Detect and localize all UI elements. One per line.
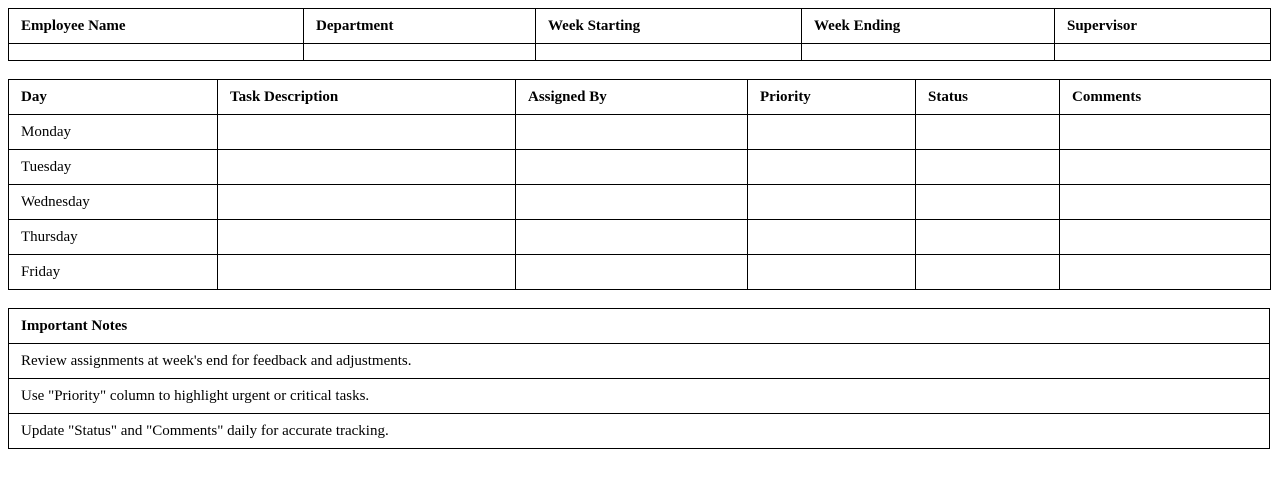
tasks-header-row (9, 80, 1271, 115)
table-row (9, 220, 1271, 255)
task-description-cell[interactable] (218, 115, 516, 150)
comments-cell[interactable] (1060, 220, 1271, 255)
comments-cell[interactable] (1060, 185, 1271, 220)
status-cell[interactable] (916, 115, 1060, 150)
employee-info-table (8, 8, 1271, 61)
employee-info-header-row (9, 9, 1271, 44)
task-description-header: Task Description (218, 80, 516, 115)
employee-info-value-row (9, 44, 1271, 61)
priority-cell[interactable] (748, 150, 916, 185)
task-description-cell[interactable] (218, 255, 516, 290)
status-cell[interactable] (916, 220, 1060, 255)
status-cell[interactable] (916, 150, 1060, 185)
status-cell[interactable] (916, 185, 1060, 220)
employee-name-header: Employee Name (9, 9, 304, 44)
priority-header: Priority (748, 80, 916, 115)
important-notes-table (8, 308, 1270, 449)
table-row (9, 255, 1271, 290)
priority-cell[interactable] (748, 220, 916, 255)
assigned-by-header: Assigned By (516, 80, 748, 115)
comments-header: Comments (1060, 80, 1271, 115)
note-text: Update "Status" and "Comments" daily for accurate tracking. (9, 414, 1270, 449)
day-cell: Thursday (9, 220, 218, 255)
note-text: Use "Priority" column to highlight urgent or critical tasks. (9, 379, 1270, 414)
comments-cell[interactable] (1060, 255, 1271, 290)
task-description-cell[interactable] (218, 220, 516, 255)
employee-name-cell[interactable] (9, 44, 304, 61)
task-description-cell[interactable] (218, 150, 516, 185)
status-header: Status (916, 80, 1060, 115)
priority-cell[interactable] (748, 185, 916, 220)
status-cell[interactable] (916, 255, 1060, 290)
assigned-by-cell[interactable] (516, 115, 748, 150)
list-item (9, 344, 1270, 379)
department-cell[interactable] (304, 44, 536, 61)
list-item (9, 379, 1270, 414)
comments-cell[interactable] (1060, 115, 1271, 150)
day-header: Day (9, 80, 218, 115)
list-item (9, 414, 1270, 449)
table-row (9, 115, 1271, 150)
assigned-by-cell[interactable] (516, 255, 748, 290)
notes-title: Important Notes (9, 309, 1270, 344)
day-cell: Friday (9, 255, 218, 290)
weekly-tasks-table (8, 79, 1271, 290)
supervisor-header: Supervisor (1055, 9, 1271, 44)
day-cell: Tuesday (9, 150, 218, 185)
week-ending-header: Week Ending (802, 9, 1055, 44)
priority-cell[interactable] (748, 115, 916, 150)
priority-cell[interactable] (748, 255, 916, 290)
supervisor-cell[interactable] (1055, 44, 1271, 61)
week-starting-cell[interactable] (536, 44, 802, 61)
comments-cell[interactable] (1060, 150, 1271, 185)
day-cell: Wednesday (9, 185, 218, 220)
note-text: Review assignments at week's end for feedback and adjustments. (9, 344, 1270, 379)
table-row (9, 185, 1271, 220)
assigned-by-cell[interactable] (516, 220, 748, 255)
task-description-cell[interactable] (218, 185, 516, 220)
table-row (9, 150, 1271, 185)
day-cell: Monday (9, 115, 218, 150)
week-ending-cell[interactable] (802, 44, 1055, 61)
assigned-by-cell[interactable] (516, 185, 748, 220)
week-starting-header: Week Starting (536, 9, 802, 44)
assigned-by-cell[interactable] (516, 150, 748, 185)
department-header: Department (304, 9, 536, 44)
notes-header-row (9, 309, 1270, 344)
